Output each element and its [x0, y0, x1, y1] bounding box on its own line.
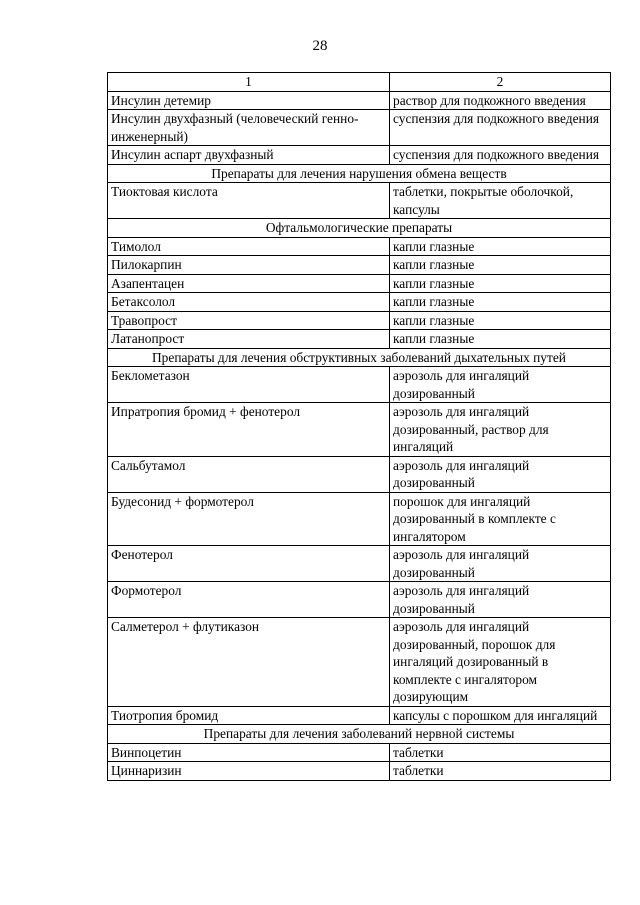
dosage-form: аэрозоль для ингаляций дозированный — [390, 456, 611, 492]
column-header-2: 2 — [390, 73, 611, 92]
drug-name: Тиотропия бромид — [108, 706, 390, 725]
section-title: Препараты для лечения заболеваний нервной системы — [108, 725, 611, 744]
table-body — [108, 91, 611, 780]
table-row — [108, 546, 611, 582]
dosage-form: капли глазные — [390, 330, 611, 349]
dosage-form: суспензия для подкожного введения — [390, 146, 611, 165]
section-title: Препараты для лечения обструктивных заболеваний дыхательных путей — [108, 348, 611, 367]
table-row — [108, 183, 611, 219]
drug-name: Сальбутамол — [108, 456, 390, 492]
section-row — [108, 348, 611, 367]
dosage-form: таблетки, покрытые оболочкой, капсулы — [390, 183, 611, 219]
table-row — [108, 762, 611, 781]
table-header-row — [108, 73, 611, 92]
drug-name: Травопрост — [108, 311, 390, 330]
drug-name: Инсулин двухфазный (человеческий генно-инженерный) — [108, 110, 390, 146]
dosage-form: аэрозоль для ингаляций дозированный, порошок для ингаляций дозированный в комплекте с ингалятором дозирующим — [390, 618, 611, 707]
table-row — [108, 403, 611, 457]
drug-name: Формотерол — [108, 582, 390, 618]
dosage-form: суспензия для подкожного введения — [390, 110, 611, 146]
table-row — [108, 256, 611, 275]
dosage-form: аэрозоль для ингаляций дозированный — [390, 367, 611, 403]
drug-name: Латанопрост — [108, 330, 390, 349]
dosage-form: раствор для подкожного введения — [390, 91, 611, 110]
table-row — [108, 311, 611, 330]
drug-name: Тиоктовая кислота — [108, 183, 390, 219]
drug-name: Инсулин детемир — [108, 91, 390, 110]
dosage-form: капсулы с порошком для ингаляций — [390, 706, 611, 725]
table-row — [108, 293, 611, 312]
dosage-form: аэрозоль для ингаляций дозированный, раствор для ингаляций — [390, 403, 611, 457]
table-row — [108, 146, 611, 165]
drug-name: Инсулин аспарт двухфазный — [108, 146, 390, 165]
section-row — [108, 219, 611, 238]
table-row — [108, 456, 611, 492]
table-row — [108, 582, 611, 618]
table-row — [108, 91, 611, 110]
column-header-1: 1 — [108, 73, 390, 92]
drug-name: Пилокарпин — [108, 256, 390, 275]
dosage-form: капли глазные — [390, 274, 611, 293]
drug-name: Будесонид + формотерол — [108, 492, 390, 546]
section-title: Препараты для лечения нарушения обмена веществ — [108, 164, 611, 183]
dosage-form: таблетки — [390, 762, 611, 781]
dosage-form: аэрозоль для ингаляций дозированный — [390, 582, 611, 618]
table-row — [108, 492, 611, 546]
drug-name: Ипратропия бромид + фенотерол — [108, 403, 390, 457]
dosage-form: аэрозоль для ингаляций дозированный — [390, 546, 611, 582]
page-number: 28 — [312, 38, 328, 54]
drug-name: Бетаксолол — [108, 293, 390, 312]
dosage-form: капли глазные — [390, 311, 611, 330]
table-row — [108, 274, 611, 293]
dosage-form: порошок для ингаляций дозированный в комплекте с ингалятором — [390, 492, 611, 546]
section-row — [108, 164, 611, 183]
drug-name: Азапентацен — [108, 274, 390, 293]
table-row — [108, 367, 611, 403]
dosage-form: капли глазные — [390, 293, 611, 312]
table-row — [108, 618, 611, 707]
drug-name: Салметерол + флутиказон — [108, 618, 390, 707]
section-title: Офтальмологические препараты — [108, 219, 611, 238]
drug-table — [107, 72, 611, 781]
section-row — [108, 725, 611, 744]
drug-name: Винпоцетин — [108, 743, 390, 762]
table-row — [108, 110, 611, 146]
drug-name: Беклометазон — [108, 367, 390, 403]
table-row — [108, 706, 611, 725]
table-row — [108, 237, 611, 256]
dosage-form: капли глазные — [390, 237, 611, 256]
table-row — [108, 743, 611, 762]
table-row — [108, 330, 611, 349]
drug-name: Тимолол — [108, 237, 390, 256]
dosage-form: капли глазные — [390, 256, 611, 275]
dosage-form: таблетки — [390, 743, 611, 762]
drug-name: Циннаризин — [108, 762, 390, 781]
drug-name: Фенотерол — [108, 546, 390, 582]
